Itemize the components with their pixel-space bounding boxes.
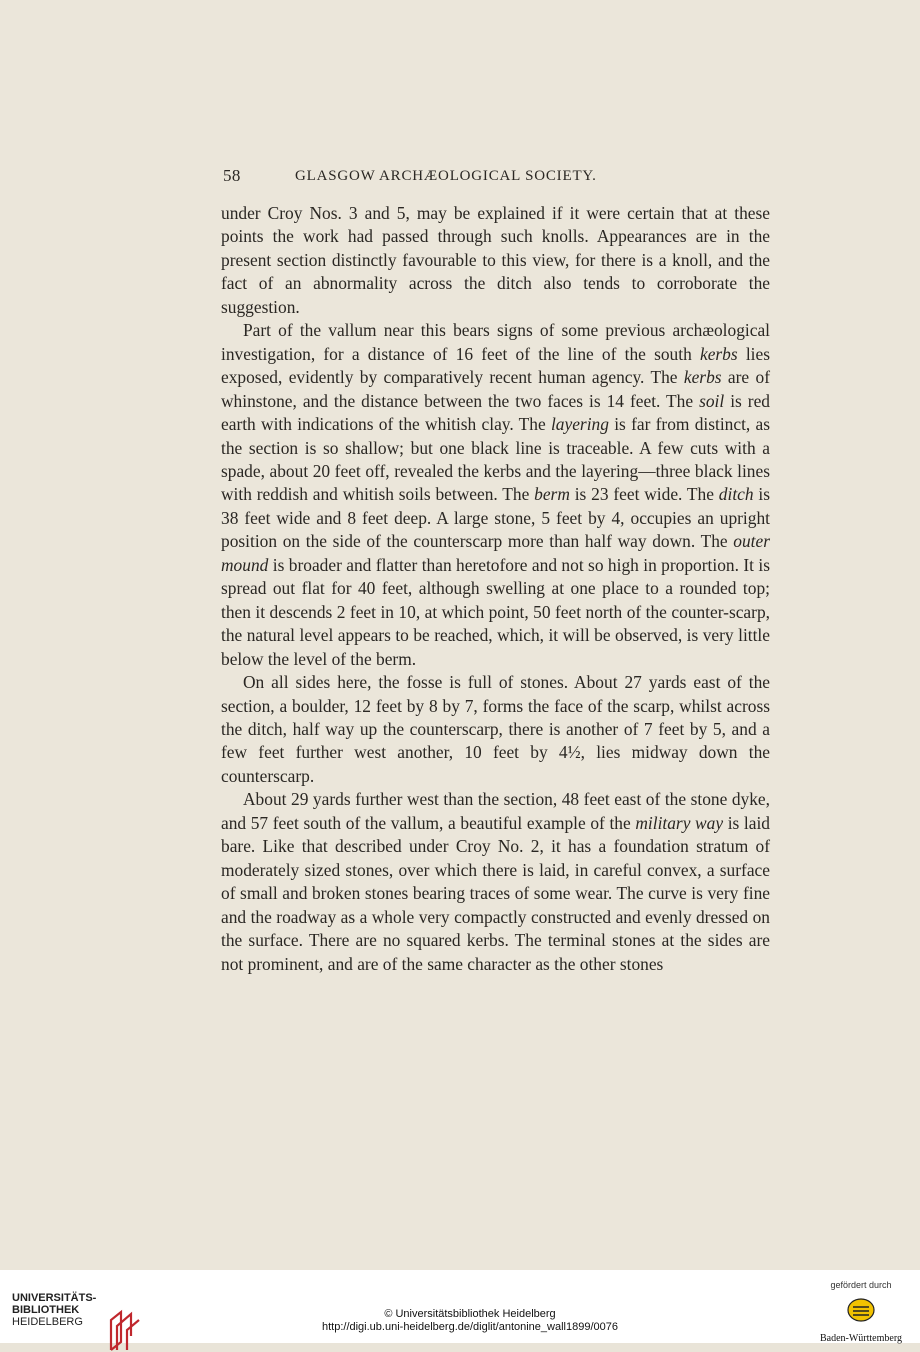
state-name: Baden-Württemberg xyxy=(819,1333,902,1344)
copyright-text: © Universitätsbibliothek Heidelberg xyxy=(384,1308,556,1320)
running-head xyxy=(223,163,653,189)
page-number: 58 xyxy=(223,166,241,185)
paragraph-3: On all sides here, the fosse is full of stones. About 27 yards east of the section, a boulder, 12 feet by 8 by 7, forms the face of the scarp, whilst across the ditch, half way up the counterscarp, there is another of 7 feet by 5, and a few feet further west another, 10 feet by 4½, lies midway down the counterscarp. xyxy=(221,672,770,786)
italic-ditch: ditch xyxy=(718,484,754,505)
italic-kerbs: kerbs xyxy=(699,343,738,364)
body-text xyxy=(221,202,770,976)
paragraph-2: Part of the vallum near this bears signs of some previous archæological investigation, for a distance of 16 feet of the line of the south kerbs lies exposed, evidently by comparatively recent human agency. The kerbs are of whinstone, and the distance between the two faces is 14 feet. The soil is red earth with indications of the whitish clay. The layering is far from distinct, as the section is so shallow; but one black line is traceable. A few cuts with a spade, about 20 feet off, revealed the kerbs and the layering—three black lines with reddish and whitish soils between. The berm is 23 feet wide. The ditch is 38 feet wide and 8 feet deep. A large stone, 5 feet by 4, occupies an upright position on the side of the counterscarp more than half way down. The outer mound is broader and flatter than heretofore and not so high in proportion. It is spread out flat for 40 feet, although swelling at one place to a rounded top; then it descends 2 feet in 10, at which point, 50 feet north of the counter-scarp, the natural level appears to be reached, which, it will be observed, is very little below the level of the berm. xyxy=(221,320,771,669)
italic-outer-mound: outer mound xyxy=(221,531,770,575)
paragraph-1: under Croy Nos. 3 and 5, may be explained if it were certain that at these points the work had passed through such knolls. Appearances are in the present section distinctly favourable to this view, for there is a knoll, and the fact of an abnormality across the ditch also tends to corroborate the suggestion. xyxy=(221,203,770,317)
italic-berm: berm xyxy=(534,484,570,505)
paragraph-4: About 29 yards further west than the section, 48 feet east of the stone dyke, and 57 feet south of the vallum, a beautiful example of the military way is laid bare. Like that described under Croy No. 2, it has a foundation stratum of moderately sized stones, over which there is laid, in careful convex, a surface of small and broken stones bearing traces of some wear. The curve is very fine and the roadway as a whole very compactly constructed and evenly dressed on the surface. There are no squared kerbs. The terminal stones at the sides are not prominent, and are of the same character as the other stones xyxy=(221,789,770,974)
library-logo-icon xyxy=(107,1306,141,1352)
library-logo[interactable]: UNIVERSITÄTS- BIBLIOTHEK HEIDELBERG xyxy=(12,1292,142,1342)
funded-by-text: gefördert durch xyxy=(830,1280,892,1290)
permalink[interactable]: http://digi.ub.uni-heidelberg.de/diglit/antonine_wall1899/0076 xyxy=(321,1321,618,1333)
running-title: GLASGOW ARCHÆOLOGICAL SOCIETY. xyxy=(295,167,597,184)
italic-layering: layering xyxy=(550,414,609,435)
footer-bar xyxy=(0,1270,920,1343)
funding-logo[interactable] xyxy=(816,1280,906,1344)
italic-military-way: military way xyxy=(635,812,724,833)
copyright-block xyxy=(270,1308,670,1334)
italic-kerbs: kerbs xyxy=(683,367,722,388)
italic-soil: soil xyxy=(699,390,725,411)
state-crest-icon xyxy=(846,1295,876,1325)
